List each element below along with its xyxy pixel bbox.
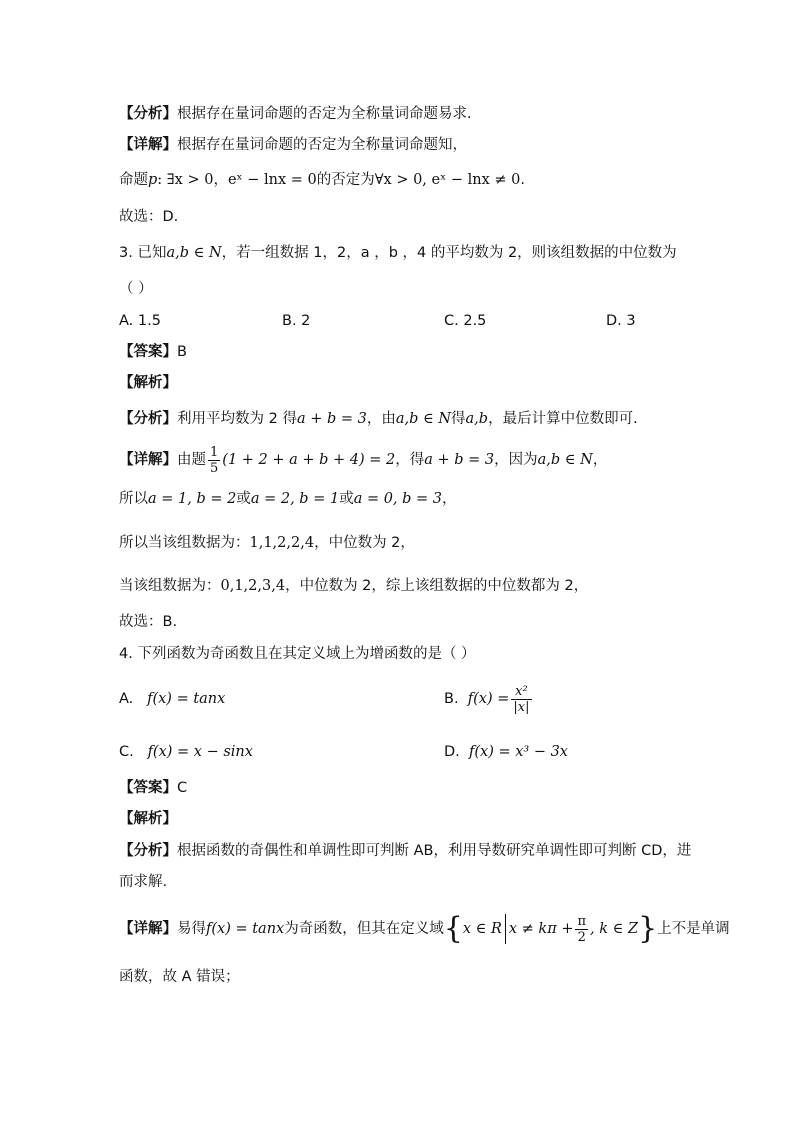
data1-prefix: 所以当该组数据为： [119, 535, 250, 551]
q2-negation-line [119, 170, 734, 190]
detail-text-4: ， [592, 452, 608, 468]
cases-end: ， [442, 491, 457, 507]
analysis-ab: a,b [465, 411, 489, 427]
q4-analysis-line1 [119, 841, 734, 861]
analysis-text: 根据存在量词命题的否定为全称量词命题易求. [177, 106, 472, 122]
q4-answer-line [119, 778, 734, 798]
q2-analysis-line [119, 104, 734, 124]
q3-detail-line [119, 440, 734, 480]
detail-text-2: ，得 [395, 452, 425, 468]
answer-value: C [177, 780, 188, 796]
detail-text-1: 易得 [177, 921, 206, 937]
pi-over-two [575, 914, 588, 945]
q3-option-a: A. 1.5 [119, 313, 161, 329]
option-c-label: C. [119, 744, 134, 760]
data2-prefix: 当该组数据为： [119, 578, 221, 594]
data1-set: 1,1,2,2,4 [249, 535, 315, 551]
domain-right-2: , k ∈ Z [590, 921, 639, 937]
negation-expr: ∀x > 0, eˣ − lnx ≠ 0 [374, 172, 521, 188]
fraction-one-fifth [208, 445, 220, 476]
detail-text: 根据存在量词命题的否定为全称量词命题知， [177, 137, 467, 153]
option-b-label: B. [444, 691, 459, 707]
analysis-set: a,b ∈ N [395, 411, 452, 427]
q4-stem: 4. 下列函数为奇函数且在其定义域上为增函数的是（ ） [119, 646, 476, 662]
analysis-text-1: 根据函数的奇偶性和单调性即可判断 AB，利用导数研究单调性即可判断 CD，进 [177, 843, 692, 859]
q3-analysis-line [119, 409, 734, 429]
explain-tag: 【解析】 [119, 375, 177, 391]
fraction-numerator: 1 [210, 444, 219, 460]
case-c: a = 0, b = 3 [353, 491, 443, 507]
option-b-numerator: x² [511, 684, 531, 700]
q4-explain-tag [119, 809, 734, 829]
q4-option-d [444, 742, 568, 762]
q3-explain-tag [119, 373, 734, 393]
q3-data1-line [119, 533, 734, 553]
fraction-denominator: 5 [210, 460, 219, 476]
option-b-fraction [511, 684, 531, 715]
case-b: a = 2, b = 1 [250, 491, 340, 507]
q2-conclusion: 故选：D. [119, 209, 179, 225]
q3-paren: （ ） [119, 281, 153, 297]
option-d-expr: f(x) = x³ − 3x [469, 744, 568, 760]
answer-tag: 【答案】 [119, 344, 177, 360]
option-a-label: A. [119, 691, 134, 707]
q4-option-a [119, 689, 225, 709]
detail-text-1: 由题 [177, 452, 206, 468]
cases-prefix: 所以 [119, 491, 148, 507]
q3-option-b: B. 2 [282, 313, 311, 329]
analysis-text-4: ，最后计算中位数即可. [488, 411, 638, 427]
domain-right-1: x ≠ kπ + [508, 921, 574, 937]
detail-set: a,b ∈ N [537, 452, 593, 468]
detail-tag: 【详解】 [119, 921, 177, 937]
data2-set: 0,1,2,3,4 [220, 578, 286, 594]
analysis-text-2: ，由 [366, 411, 396, 427]
option-b-denominator: |x| [513, 699, 530, 715]
q3-stem [119, 243, 734, 263]
q3-set-condition: a,b ∈ N [166, 245, 222, 261]
q2-detail-line [119, 135, 734, 155]
negation-prefix: 命题 [119, 172, 148, 188]
detail-text-3: 上不是单调 [657, 921, 730, 937]
negation-sep: ， [213, 172, 228, 188]
q3-answer-line [119, 342, 734, 362]
q3-data2-line [119, 576, 734, 596]
cases-or-1: 或 [236, 491, 251, 507]
explain-tag: 【解析】 [119, 811, 177, 827]
data2-suffix: ，中位数为 2，综上该组数据的中位数都为 2， [285, 578, 589, 594]
option-d-label: D. [444, 744, 460, 760]
detail-text-3: ，因为 [494, 452, 538, 468]
q4-option-c [119, 742, 253, 762]
left-brace: { [443, 911, 463, 946]
q3-option-d: D. 3 [606, 313, 636, 329]
q3-cases-line [119, 489, 734, 509]
option-b-lhs: f(x) = [467, 691, 510, 707]
negation-p: p [148, 172, 158, 188]
q4-detail-line2: 函数，故 A 错误； [119, 969, 240, 985]
q3-conclusion: 故选：B. [119, 614, 178, 630]
q4-option-b [444, 677, 534, 721]
q3-stem-rest: ，若一组数据 1，2，a ，b ，4 的平均数为 2，则该组数据的中位数为 [221, 245, 677, 261]
detail-tag: 【详解】 [119, 452, 177, 468]
data1-suffix: ，中位数为 2， [314, 535, 415, 551]
set-divider [505, 914, 506, 944]
detail-tag: 【详解】 [119, 137, 177, 153]
cases-or-2: 或 [339, 491, 354, 507]
q3-stem-start: 3. 已知 [119, 245, 167, 261]
analysis-text-1: 利用平均数为 2 得 [177, 411, 297, 427]
detail-text-2: 为奇函数，但其在定义域 [284, 921, 444, 937]
detail-eq: a + b = 3 [424, 452, 495, 468]
q4-detail-line [119, 909, 734, 949]
q3-option-c: C. 2.5 [444, 313, 487, 329]
analysis-tag: 【分析】 [119, 411, 177, 427]
analysis-tag: 【分析】 [119, 106, 177, 122]
q4-analysis-line2: 而求解. [119, 874, 168, 890]
answer-value: B [177, 344, 187, 360]
detail-expr: (1 + 2 + a + b + 4) = 2 [222, 452, 396, 468]
analysis-eq: a + b = 3 [296, 411, 367, 427]
right-brace: } [638, 911, 658, 946]
negation-middle: 的否定为 [316, 172, 375, 188]
case-a: a = 1, b = 2 [148, 491, 237, 507]
pi-numerator: π [577, 913, 587, 929]
negation-eq: eˣ − lnx = 0 [227, 172, 317, 188]
detail-f: f(x) = tanx [206, 921, 285, 937]
negation-end: . [520, 172, 525, 188]
option-c-expr: f(x) = x − sinx [147, 744, 253, 760]
analysis-tag: 【分析】 [119, 843, 177, 859]
option-a-expr: f(x) = tanx [147, 691, 226, 707]
domain-left: x ∈ R [462, 921, 502, 937]
negation-cond: : ∃x > 0 [157, 172, 214, 188]
analysis-text-3: 得 [451, 411, 466, 427]
pi-denominator: 2 [577, 929, 586, 945]
answer-tag: 【答案】 [119, 780, 177, 796]
